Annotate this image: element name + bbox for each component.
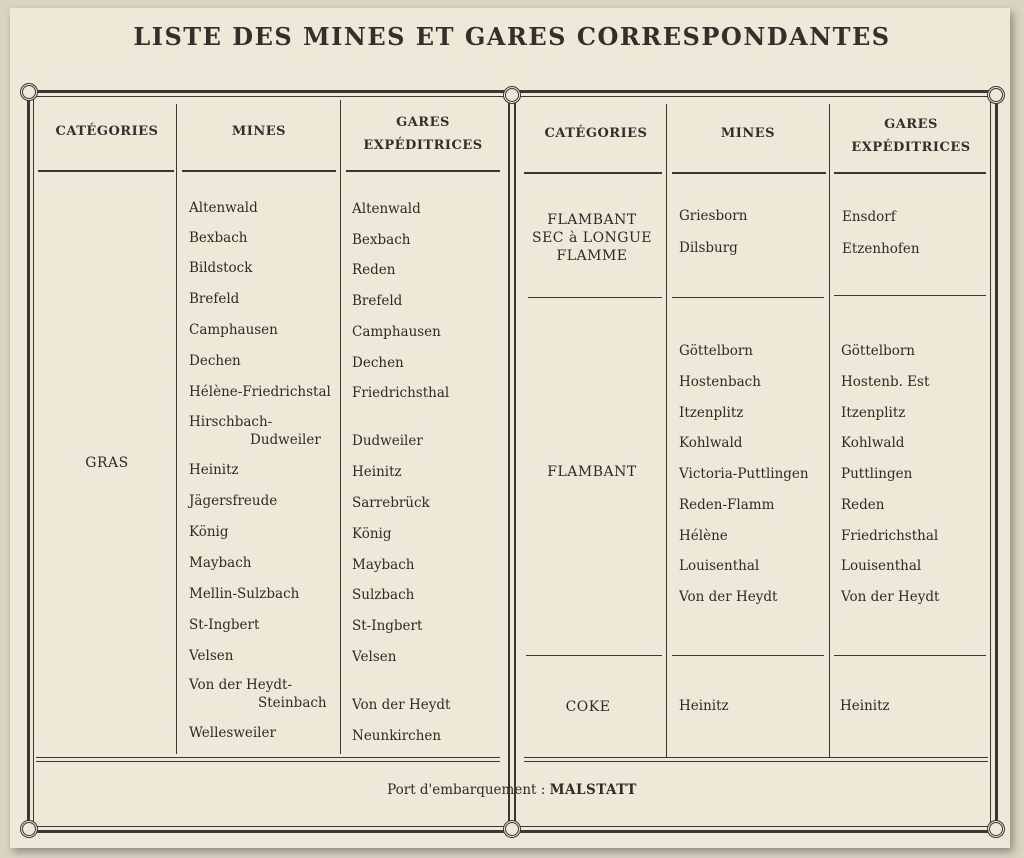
header-categories-left: CATÉGORIES	[55, 124, 159, 139]
mine-name: Von der Heydt	[679, 589, 778, 605]
gare-name: Puttlingen	[841, 466, 913, 482]
category-line: FLAMBANT	[547, 212, 637, 228]
gare-name: Camphausen	[352, 324, 441, 340]
mine-name: Itzenplitz	[679, 405, 744, 421]
mine-name-continued: Steinbach	[258, 695, 327, 711]
gare-name: König	[352, 526, 392, 542]
page-title: LISTE DES MINES ET GARES CORRESPONDANTES	[133, 22, 891, 51]
gare-name: Kohlwald	[841, 435, 905, 451]
footer-port-name: MALSTATT	[549, 782, 637, 798]
mine-name: Göttelborn	[679, 343, 753, 359]
mine-name: Velsen	[189, 648, 234, 664]
gare-name: Sulzbach	[352, 587, 415, 603]
gare-name: Etzenhofen	[842, 241, 920, 257]
mine-name: Kohlwald	[679, 435, 743, 451]
mine-name: König	[189, 524, 229, 540]
mine-name: Heinitz	[189, 462, 239, 478]
category-gras: GRAS	[85, 455, 129, 471]
mine-name: Von der Heydt-	[189, 677, 293, 693]
gare-name: Bexbach	[352, 232, 411, 248]
gare-name: Reden	[352, 262, 396, 278]
gare-name: Von der Heydt	[352, 697, 451, 713]
header-mines-left: MINES	[231, 124, 287, 139]
mine-name: Victoria-Puttlingen	[679, 466, 809, 482]
mine-name: Louisenthal	[679, 558, 760, 574]
gare-name: Itzenplitz	[841, 405, 906, 421]
mine-name: St-Ingbert	[189, 617, 260, 633]
mine-name-continued: Dudweiler	[250, 432, 321, 448]
header-categories-right: CATÉGORIES	[544, 126, 648, 141]
mine-name: Hélène-Friedrichstal	[189, 384, 331, 400]
gare-name: Altenwald	[352, 201, 421, 217]
mine-name: Camphausen	[189, 322, 278, 338]
category-flambant: FLAMBANT	[547, 464, 637, 480]
gare-name: Velsen	[352, 649, 397, 665]
gare-name: Hostenb. Est	[841, 374, 930, 390]
mine-name: Altenwald	[189, 200, 258, 216]
gare-name: Heinitz	[352, 464, 402, 480]
mine-name: Heinitz	[679, 698, 729, 714]
gare-name: Brefeld	[352, 293, 403, 309]
category-coke: COKE	[565, 699, 611, 715]
gare-name: Sarrebrück	[352, 495, 430, 511]
footer-port	[30, 782, 994, 798]
gare-name: Friedrichsthal	[841, 528, 939, 544]
gare-name: Göttelborn	[841, 343, 915, 359]
mine-name: Hostenbach	[679, 374, 761, 390]
gare-name: Reden	[841, 497, 885, 513]
gare-name: St-Ingbert	[352, 618, 423, 634]
gare-name: Heinitz	[840, 698, 890, 714]
gare-name: Neunkirchen	[352, 728, 442, 744]
gare-name: Ensdorf	[842, 209, 896, 225]
mine-name: Griesborn	[679, 208, 748, 224]
mine-name: Wellesweiler	[189, 725, 276, 741]
mine-name: Mellin-Sulzbach	[189, 586, 300, 602]
mine-name: Dechen	[189, 353, 241, 369]
mine-name: Jägersfreude	[189, 493, 278, 509]
header-gares-left: GARES EXPÉDITRICES	[363, 115, 483, 153]
mine-name: Brefeld	[189, 291, 240, 307]
gare-name: Von der Heydt	[841, 589, 940, 605]
gare-name: Friedrichsthal	[352, 385, 450, 401]
header-mines-right: MINES	[720, 126, 776, 141]
gare-name: Dechen	[352, 355, 404, 371]
mine-name: Hirschbach-	[189, 414, 273, 430]
mine-name: Dilsburg	[679, 240, 738, 256]
category-line: SEC à LONGUE	[532, 230, 652, 246]
category-line: FLAMME	[556, 248, 628, 264]
mine-name: Bildstock	[189, 260, 253, 276]
gare-name: Louisenthal	[841, 558, 922, 574]
gare-name: Maybach	[352, 557, 415, 573]
footer-label: Port d'embarquement :	[387, 782, 546, 798]
mine-name: Bexbach	[189, 230, 248, 246]
mine-name: Hélène	[679, 528, 728, 544]
gare-name: Dudweiler	[352, 433, 423, 449]
header-gares-right: GARES EXPÉDITRICES	[851, 117, 971, 155]
category-flambant-sec	[524, 211, 660, 265]
mine-name: Maybach	[189, 555, 252, 571]
mine-name: Reden-Flamm	[679, 497, 775, 513]
